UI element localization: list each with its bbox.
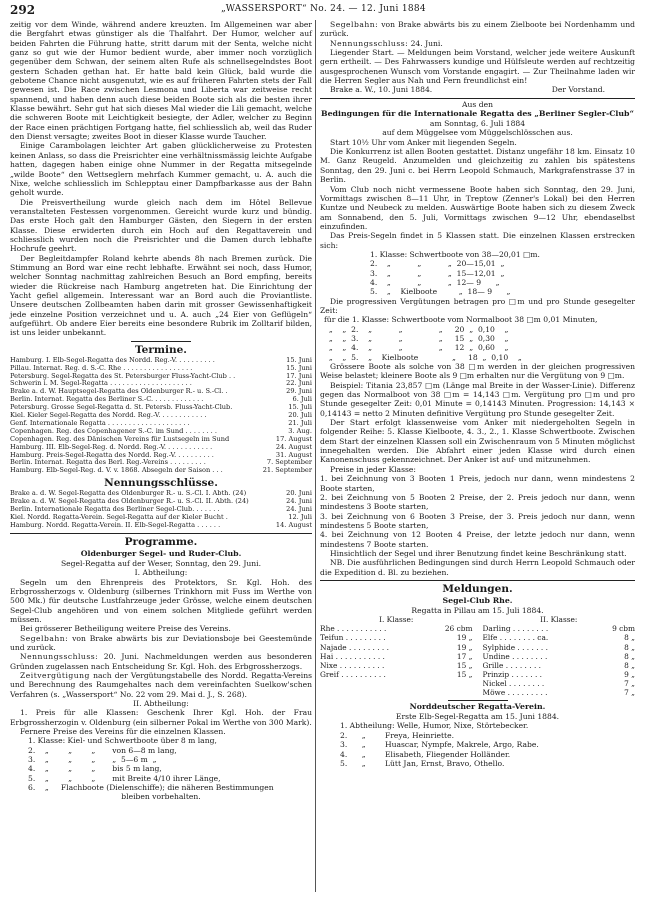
regatta-date: Erste Elb-Segel-Regatta am 15. Juni 1884. <box>395 712 560 722</box>
report-paragraph: Die Preisvertheilung wurde gleich nach dem im Hôtel Bellevue veranstalteten Festessen vorgenommen. Gereicht wurde kurz und bündig. Das erste Hoch galt den Hamburger Gästen, den Siegern in der ersten Klasse. Diese erwiderten durch ein Hoch auf den Regattaverein und schliesslich wurden noch die Preisrichter und die Damen durch lebhafte Hochrufe geehrt. <box>10 197 312 254</box>
regatta-date: Segel-Regatta auf der Weser, Sonntag, den 29. Juni. <box>60 558 262 568</box>
list-row <box>10 490 312 498</box>
row-label: Schwerin i. M. Segel-Regatta . . . . . . . . . . . . . . . . . . . . <box>10 380 192 388</box>
row-value: 29. Juni <box>286 387 312 396</box>
journal-title: „WASSERSPORT“ No. 24. — 12. Juni 1884 <box>221 4 426 14</box>
row-value: 24. Juni <box>286 505 312 514</box>
column-divider <box>315 20 316 892</box>
bedingungen-paragraph: Der Start erfolgt klassenweise vom Anker mit niedergeholten Segeln in folgender Reihe: 5. Klasse Kielboote, 4. 3., 2., 1. Klasse Schwertboote. Zwischen dem Start der einzelnen Klassen soll ein Zwischenraum von 5 Minuten möglichst innegehalten werden. Die Abfahrt einer jeden Klasse wird durch einen Kanonenschuss gekennzeichnet. Der Anker ist auf- und mitzunehmen. <box>320 418 635 465</box>
bedingungen-paragraph: Vom Club noch nicht vermessene Boote haben sich Sonntag, den 29. Juni, Vormittags zwischen 8—11 Uhr, in Treptow (Zenner's Lokal) bei den Herren Kuntze und Neubeck zu melden. Auswärtige Boote haben sich zu diesem Zweck am Sonnabend, den 5. Juli, Vormittags zwischen 9—12 Uhr, ebendaselbst einzufinden. <box>320 184 635 231</box>
row-label: Greif . . . . . . . . . . <box>320 669 386 679</box>
bedingungen-paragraph: Grössere Boote als solche von 38 □m werden in der gleichen progressiven Weise belastet; kleinere Boote als 9 □m erhalten nur die Vergütung von 9 □m. <box>320 362 635 381</box>
row-value: 21. September <box>262 466 312 475</box>
regatta-date: Regatta in Pillau am 15. Juli 1884. <box>411 605 544 615</box>
class-line: 1. Klasse: Schwertboote von 38—20,01 □m. <box>370 249 540 259</box>
row-value: 7 „ <box>624 688 635 698</box>
row-label: Prinzip . . . . . . . <box>482 669 543 679</box>
row-label: Rhe . . . . . . . . . . . <box>320 624 387 634</box>
class-line: 2. „ „ „ 20—15,01 „ <box>370 259 505 269</box>
prize-paragraph: 1. Preis für alle Klassen: Geschenk Ihrer Kgl. Hoh. der Frau Erbgrossherzogin v. Oldenburg (ein silberner Pokal im Werthe von 300 Mark). <box>10 708 312 727</box>
list-row <box>10 436 312 444</box>
row-label: Copenhagen. Reg. des Dänischen Vereins für Lustsegeln im Sund <box>10 435 230 443</box>
class-line: 2. „ „ „ von 6—8 m lang, <box>28 745 177 755</box>
row-label: Möwe . . . . . . . . . <box>482 688 548 698</box>
row-label: Brake a. d. W. Hauptsegel-Regatta des Oldenburger R.- u. S.-Cl. . <box>10 388 228 396</box>
row-label: Berlin. Internat. Regatta des Berliner S.-C. . . . . . . . . . . . . <box>10 396 204 404</box>
division-line: 3. „ Huascar, Nympfe, Makrele, Argo, Rabe. <box>340 740 539 750</box>
list-row <box>10 514 312 522</box>
abteilung-label: II. Abtheilung: <box>133 698 189 708</box>
list-row <box>10 388 312 396</box>
row-value: 8 „ <box>624 660 635 670</box>
row-label: Hamburg. III. Elb-Segel-Reg. d. Nordd. Reg.-V. . . . . . . . . . . . <box>10 443 213 451</box>
row-value: 8 „ <box>624 633 635 643</box>
definition: Nennungsschluss: 20. Juni. Nachmeldungen werden aus besonderen Gründen zugelassen nach Entscheidung Sr. Kgl. Hoh. des Erbgrossherzogs. <box>10 652 312 671</box>
row-label: Hamburg. Preis-Segel-Regatta des Nordd. Reg.-V. . . . . . . . . . <box>10 451 214 459</box>
programme-heading: Programme. <box>124 535 198 548</box>
nb-paragraph: NB. Die ausführlichen Bedingungen sind durch Herrn Leopold Schmauch oder die Expedition d. Bl. zu beziehen. <box>320 558 635 577</box>
list-row <box>320 661 473 670</box>
class-line: 4. „ „ „ bis 5 m lang, <box>28 764 162 774</box>
list-row <box>320 652 473 661</box>
class-line: 1. Klasse: Kiel- und Schwertboote über 8 m lang, <box>28 736 217 746</box>
termine-heading: Termine. <box>135 343 187 356</box>
preis-rule: 4. bei Zeichnung von 12 Booten 4 Preise, der letzte jedoch nur dann, wenn mindestens 7 Boote starten. <box>320 530 635 549</box>
list-row <box>10 357 312 365</box>
list-row <box>483 679 636 688</box>
divider <box>320 98 635 99</box>
list-row <box>483 670 636 679</box>
verguetung-line: „ „ 3. „ „ „ 15 „ 0,30 „ <box>324 334 509 343</box>
list-row <box>10 444 312 452</box>
class-line: 6. „ Flachboote (Dielenschiffe); die näheren Bestimmungen <box>28 783 274 793</box>
row-value: 6. Juli <box>292 395 312 404</box>
list-row <box>10 404 312 412</box>
nennungsschluesse-list <box>10 490 312 530</box>
definition: Zeitvergütigung nach der Vergütungstabelle des Nordd. Regatta-Vereins und Berechnung des Raumgehaltes nach dem vereinfachten Suelkow'schen Verfahren (s. „Wassersport“ No. 22 vom 29. Mai d. J., S. 268). <box>10 670 312 699</box>
definition: Segelbahn: von Brake abwärts bis zur Deviationsboje bei Geestemünde und zurück. <box>10 633 312 652</box>
class-title: II. Klasse: <box>540 615 578 625</box>
bedingungen-paragraph: Hinsichtlich der Segel und ihrer Benutzung findet keine Beschränkung statt. <box>330 548 627 558</box>
bedingungen-paragraph: Preise in jeder Klasse: <box>330 464 416 474</box>
division-line: 2. „ Freya, Heinriette. <box>340 730 455 740</box>
row-label: Hamburg. Elb-Segel-Reg. d. V. v. 1868. Absegeln der Saison . . . <box>10 467 223 475</box>
bedingungen-heading: Bedingungen für die Internationale Regatta des „Berliner Segler-Club“ <box>320 109 634 119</box>
row-value: 22. Juni <box>286 379 312 388</box>
class-line: 5. „ „ „ mit Breite 4/10 ihrer Länge, <box>28 773 221 783</box>
preis-rule: 2. bei Zeichnung von 5 Booten 2 Preise, der 2. Preis jedoch nur dann, wenn mindestens 3 Boote starten, <box>320 492 635 512</box>
preis-rule: 1. bei Zeichnung von 3 Booten 1 Preis, jedoch nur dann, wenn mindestens 2 Boote starten, <box>320 474 635 493</box>
list-row <box>10 373 312 381</box>
page-header <box>10 3 637 19</box>
row-value: 15. Juni <box>286 355 312 364</box>
list-row <box>10 412 312 420</box>
division-line: 1. Abtheilung: Welle, Humor, Nixe, Störtebecker. <box>340 721 529 731</box>
list-row <box>483 688 636 697</box>
club-name: Oldenburger Segel- und Ruder-Club. <box>80 548 242 558</box>
list-row <box>10 365 312 373</box>
club-name: Segel-Club Rhe. <box>442 595 513 605</box>
divider <box>320 580 635 581</box>
signature-line <box>320 85 635 94</box>
verguetung-intro: Die progressiven Vergütungen betragen pro □m und pro Stunde gesegelter Zeit: <box>320 296 635 315</box>
list-row <box>10 420 312 428</box>
row-label: Berlin. Internat. Regatta des Berl. Reg.-Vereins . . . . . . . . . <box>10 459 206 467</box>
list-row <box>10 380 312 388</box>
row-label: Brake a. d. W. Segel-Regatta des Oldenburger R.- u. S.-Cl. I. Abth. (24) <box>10 490 247 498</box>
report-paragraph: Der Begleitdampfer Roland kehrte abends 8h nach Bremen zurück. Die Stimmung an Bord war eine recht lebhafte. Erwähnt sei noch, dass Humor, welcher Sonntag nachmittag zahlreichen Besuch an Bord empfing, bereits wieder die Rückreise nach Hamburg angetreten hat. Die Einrichtung der Yacht gefiel allgemein. Interessant war an Bord auch die Proviantliste. Unsere deutschen Zollbeamten haben darin mit grosser Gewissenhaftigkeit jede einzelne Position verzeichnet und u. A. auch „24 Eier von Geflügeln“ aufgeführt. Ob andere Eier bereits eine besondere Rubrik im Zolltarif bilden, ist uns leider unbekannt. <box>10 253 312 338</box>
list-row <box>483 643 636 652</box>
more-prizes: Fernere Preise des Vereins für die einzelnen Klassen. <box>20 727 226 736</box>
preis-rule: 3. bei Zeichnung von 6 Booten 3 Preise, der 3. Preis jedoch nur dann, wenn mindestens 5 Boote starten, <box>320 511 635 530</box>
row-label: Nixe . . . . . . . . . . <box>320 660 385 670</box>
class-line-end: bleiben vorbehalten. <box>121 792 201 802</box>
row-label: Darling . . . . . . . . <box>482 624 549 634</box>
divider <box>448 700 508 701</box>
row-value: 3. Aug. <box>288 426 312 435</box>
list-row <box>10 396 312 404</box>
row-label: Berlin. Internationale Regatta des Berliner Segel-Club. . . . . . . <box>10 506 220 514</box>
divider <box>131 341 191 342</box>
list-row <box>10 467 312 475</box>
row-value: 14. August <box>275 520 312 529</box>
class-line: 3. „ „ „ 15—12,01 „ <box>370 268 505 278</box>
class-2-column <box>483 615 636 697</box>
row-value: 24. August <box>275 442 312 451</box>
bedingungen-place: auf dem Müggelsee vom Müggelschlösschen aus. <box>382 128 573 138</box>
row-label: Kiel. Nordd. Regatta-Verein. Segel-Regatta auf der Kieler Bucht . <box>10 514 228 521</box>
row-value: 15 „ <box>456 660 473 670</box>
class-line: 4. „ „ „ 12— 9 „ <box>370 277 500 287</box>
row-value: 17. Juni <box>286 371 312 380</box>
list-row <box>483 661 636 670</box>
definition: Nennungsschluss: 24. Juni. <box>330 38 443 48</box>
report-paragraph: Einige Carambolagen leichter Art gaben glücklicherweise zu Protesten keinen Anlass, so dass die Preisrichter eine verhältnissmässig leichte Aufgabe hatten, dagegen haben einige ohne Nummer in der Regatta mitsegelnde „wilde Boote“ den Wettseglern mehrfach Kummer gemacht, u. A. auch die Nixe, welche schliesslich im Schlepptau einer Dampfbarkasse aus der Bahn geholt wurde. <box>10 141 312 198</box>
program-paragraph: Segeln um den Ehrenpreis des Protektors, Sr. Kgl. Hoh. des Erbgrossherzogs v. Oldenburg (silbernes Trinkhorn mit Fuss im Werthe von 500 Mk.) für deutsche Lustfahrzeuge jeder Grösse, welche einem deutschen Segel-Club angehören und von einem solchen Mitgliede geführt werden müssen. <box>10 577 312 624</box>
row-label: Sylphide . . . . . . . <box>482 642 548 652</box>
bedingungen-paragraph: Beispiel: Titania 23,857 □m (Länge mal Breite in der Wasser-Linie). Differenz gegen das Normalboot von 38 □m = 14,143 □m. Vergütung pro □m und pro Stunde gesegelter Zeit: 0,01 Minute = 0,14143 Minuten. Progression: 14,143 × 0,14143 = netto 2 Minuten definitive Vergütung pro Stunde gesegelter Zeit. <box>320 380 635 418</box>
row-label: Pillau. Internat. Reg. d. S.-C. Rhe . . . . . . . . . . . . . . . . . <box>10 364 193 372</box>
announcement: Liegender Start. — Meldungen beim Vorstand, welcher jede weitere Auskunft gern ertheilt. — Des Fahrwassers kundige und Hülfsleute werden auf rechtzeitig ausgesprochenen Wunsch vom Vorstande engagirt. — Zur Theilnahme laden wir die Herren Segler aus Nah und Fern freundlichst ein! <box>320 48 635 86</box>
place-date: Brake a. W., 10. Juni 1884. <box>330 85 433 95</box>
row-value: 19 „ <box>456 633 473 643</box>
division-line: 4. „ Elisabeth, Fliegender Holländer. <box>340 749 511 759</box>
bedingungen-paragraph: Die Konkurrenz ist allen Booten gestattet. Distanz ungefähr 18 km. Einsatz 10 M. Ganz Reugeld. Anzumelden und gleichzeitig zu zahlen bis spätestens Sonntag, den 29. Juni c. bei Herrn Leopold Schmauch, Markgrafenstrasse 37 in Berlin. <box>320 147 635 185</box>
row-label: Brake a. d. W. Segel-Regatta des Oldenburger R.- u. S.-Cl. II. Abth. (24) <box>10 498 249 506</box>
row-label: Kiel. Kieler Segel-Regatta des Nordd. Reg.-V. . . . . . . . . . . . <box>10 412 207 420</box>
division-line: 5. „ Lütt Jan, Ernst, Bravo, Othello. <box>340 758 505 768</box>
page-number: 292 <box>10 3 36 17</box>
club-name: Norddeutscher Regatta-Verein. <box>409 702 546 712</box>
row-label: Undine . . . . . . . . <box>482 651 548 661</box>
list-row <box>10 506 312 514</box>
row-value: 12. Juli <box>288 513 312 521</box>
list-row <box>483 633 636 642</box>
row-value: 9 cbm <box>612 624 635 634</box>
list-row <box>483 624 636 633</box>
row-value: 31. August <box>275 450 312 459</box>
list-row <box>10 522 312 530</box>
bedingungen-date: am Sonntag, 6. Juli 1884 <box>429 119 526 129</box>
row-value: 17. August <box>275 434 312 443</box>
class-title: I. Klasse: <box>379 615 414 625</box>
aus-den: Aus den <box>462 99 493 109</box>
verguetung-line: „ „ 5. „ Kielboote „ 18 „ 0,10 „ <box>324 352 522 362</box>
row-value: 21. Juli <box>288 418 312 427</box>
division-list <box>320 721 635 768</box>
entries-table <box>320 615 635 697</box>
class-line: 3. „ „ „ „ 5—6 m „ <box>28 755 157 765</box>
left-column <box>10 20 312 802</box>
signatory: Der Vorstand. <box>551 85 605 95</box>
class-line: 5. „ Kielboote „ 18— 9 „ <box>370 287 511 297</box>
row-value: 24. Juni <box>286 497 312 506</box>
row-label: Genf. Internationale Regatta . . . . . . . . . . . . . . . . . . . . <box>10 419 190 427</box>
row-value: 8 „ <box>624 651 635 661</box>
row-label: Najade . . . . . . . . . <box>320 642 389 652</box>
verguetung-line: „ „ 2. „ „ „ 20 „ 0,10 „ <box>324 324 509 334</box>
nennungsschluesse-heading: Nennungsschlüsse. <box>104 477 218 490</box>
right-column <box>320 20 635 768</box>
list-row <box>320 633 473 642</box>
report-paragraph: zeitig vor dem Winde, während andere kreuzten. Im Allgemeinen war aber die Bergfahrt etwas günstiger als die Thalfahrt. Der Humor, welcher auf beiden Fahrten die Führung hatte, stritt darum mit der Senta, welche nicht ganz so gut wie der Humor bedient wurde, aber immer noch vorzüglich gegenüber dem Schwan, der seinem alten Rufe als schnellsegelndstes Boot gestern Schaden gethan hat. Er hatte bald kein Glück, bald wurde die gebotene Chance nicht ausgenutzt, wie es auf früheren Fahrten stets der Fall gewesen ist. Die Race zwischen Lesmona und Liberta war zeitweise recht spannend, und haben denn auch diese beiden Boote sich als die besten ihrer Klasse bewährt. Sehr gut hat sich dieses Mal wieder die Lili gemacht, welche die schweren Boote mit Leichtigkeit besiegte, der Adler, welcher zu Beginn der Race einen prächtigen Fortgang hatte, fiel schliesslich ab, weil das Ruder den Dienst versagte; zweites Boot in dieser Klasse wurde Taucher. <box>10 20 312 142</box>
row-value: 9 „ <box>624 669 635 679</box>
row-value: 20. Juni <box>286 489 312 498</box>
row-label: Petersburg. Segel-Regatta des St. Petersburger Fluss-Yacht-Club . . <box>10 372 236 380</box>
verguetung-line: für die 1. Klasse: Schwertboote vom Normalboot 38 □m 0,01 Minuten, <box>324 315 598 325</box>
row-value: 15. Juli <box>288 403 312 412</box>
row-label: Hamburg. Nordd. Regatta-Verein. II. Elb-Segel-Regatta . . . . . . <box>10 521 221 529</box>
bedingungen-paragraph: Start 10½ Uhr vom Anker mit liegenden Segeln. <box>330 137 517 147</box>
row-label: Copenhagen. Reg. des Copenhagener S.-C. im Sund . . . . . . . . <box>10 427 217 435</box>
list-row <box>10 498 312 506</box>
definition: Segelbahn: von Brake abwärts bis zu einem Zielboote bei Nordenhamm und zurück. <box>320 20 635 39</box>
list-row <box>483 652 636 661</box>
row-label: Hamburg. I. Elb-Segel-Regatta des Nordd. Reg.-V. . . . . . . . . . <box>10 356 215 364</box>
row-value: 17 „ <box>456 651 473 661</box>
row-value: 15 „ <box>456 669 473 679</box>
termine-list <box>10 357 312 476</box>
abteilung-label: I. Abtheilung: <box>134 568 188 578</box>
divider <box>10 533 312 534</box>
row-label: Elfe . . . . . . . . ca. <box>482 633 549 643</box>
row-label: Grille . . . . . . . . <box>482 660 541 670</box>
list-row <box>320 624 473 633</box>
row-label: Teifun . . . . . . . . . <box>320 633 386 643</box>
row-value: 8 „ <box>624 642 635 652</box>
row-label: Petersburg. Grosse Segel-Regatta d. St. Petersb. Fluss-Yacht-Club. <box>10 404 233 412</box>
verguetung-line: „ „ 4. „ „ „ 12 „ 0,60 „ <box>324 343 509 353</box>
row-value: 15. Juni <box>286 363 312 372</box>
row-label: Hai . . . . . . . . . . . <box>320 651 385 661</box>
bedingungen-paragraph: Das Preis-Segeln findet in 5 Klassen statt. Die einzelnen Klassen erstrecken sich: <box>320 231 635 250</box>
row-label: Nickel . . . . . . . . <box>482 678 545 688</box>
row-value: 7 „ <box>624 678 635 688</box>
list-row <box>10 428 312 436</box>
list-row <box>320 643 473 652</box>
row-value: 7. September <box>266 458 312 467</box>
row-value: 20. Juli <box>288 411 312 420</box>
meldungen-heading: Meldungen. <box>442 582 513 595</box>
row-value: 26 cbm <box>444 624 473 634</box>
row-value: 19 „ <box>456 642 473 652</box>
list-row <box>320 670 473 679</box>
class-1-column <box>320 615 473 697</box>
program-paragraph: Bei grösserer Betheiligung weitere Preise des Vereins. <box>20 624 231 634</box>
